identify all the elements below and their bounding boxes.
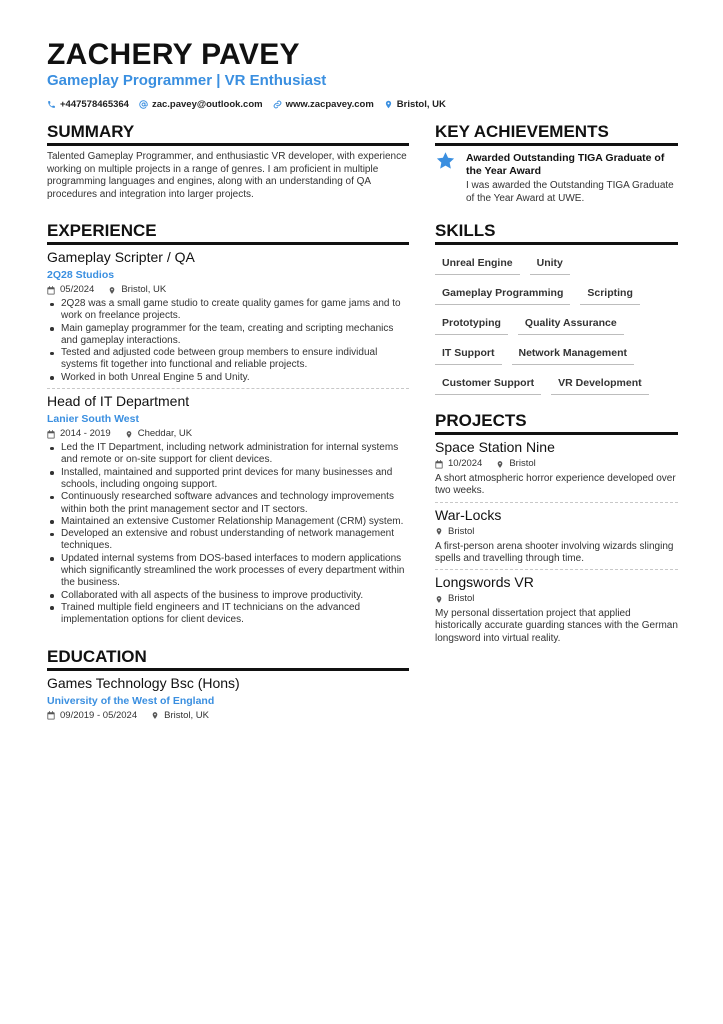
- map-pin-icon: [435, 595, 443, 604]
- skill-tag: VR Development: [551, 373, 648, 395]
- job-entry: [47, 248, 409, 389]
- project-desc: A short atmospheric horror experience developed over two weeks.: [435, 473, 676, 497]
- job-bullets: [47, 442, 409, 626]
- education-meta: [47, 710, 409, 722]
- bullet-item: Maintained an extensive Customer Relationship Management (CRM) system.: [47, 516, 409, 528]
- at-sign-icon: [139, 100, 148, 109]
- job-entry: [47, 392, 409, 626]
- contact-location: [384, 99, 446, 110]
- experience-section: [47, 221, 409, 627]
- skill-tag: IT Support: [435, 343, 502, 365]
- calendar-icon: [47, 711, 55, 720]
- achievements-heading: KEY ACHIEVEMENTS: [435, 122, 678, 146]
- project-item: [435, 438, 678, 503]
- summary-text: Talented Gameplay Programmer, and enthusiastic VR developer, with experience working on multiple projects in a range of genres. I am proficient in multiple programming languages and engines, along with an understanding of QA procedures and integration into larger projects.: [47, 151, 407, 200]
- job-dates-text: 2014 - 2019: [60, 428, 111, 440]
- experience-heading: EXPERIENCE: [47, 221, 409, 245]
- project-item: [435, 573, 678, 645]
- achievement-desc: I was awarded the Outstanding TIGA Graduate of the Year Award at UWE.: [466, 180, 674, 204]
- job-location: [108, 284, 166, 296]
- project-location: [435, 593, 474, 605]
- contact-email[interactable]: [139, 99, 263, 110]
- skill-tag: Unreal Engine: [435, 253, 520, 275]
- education-section: [47, 647, 409, 722]
- job-location: [125, 428, 192, 440]
- degree-title: Games Technology Bsc (Hons): [47, 674, 240, 691]
- education-dates-text: 09/2019 - 05/2024: [60, 709, 138, 721]
- bullet-item: Continuously researched software advances and technology improvements within both the print management sector and IT sectors.: [47, 491, 409, 516]
- project-desc: A first-person arena shooter involving wizards slinging spells and travelling through time.: [435, 540, 674, 564]
- achievement-body: [466, 152, 678, 205]
- bullet-item: Led the IT Department, including network administration for internal systems and remote or on-site support for client devices.: [47, 442, 409, 467]
- project-location-text: Bristol: [448, 525, 475, 537]
- project-name: War-Locks: [435, 506, 502, 523]
- contact-phone[interactable]: [47, 99, 129, 110]
- map-pin-icon: [496, 460, 504, 469]
- project-location-text: Bristol: [448, 593, 475, 605]
- skill-tag: Quality Assurance: [518, 313, 624, 335]
- projects-section: [435, 411, 678, 645]
- job-role: Head of IT Department: [47, 393, 190, 410]
- map-pin-icon: [108, 286, 116, 295]
- map-pin-icon: [384, 100, 393, 109]
- job-dates-text: 05/2024: [60, 284, 95, 295]
- calendar-icon: [47, 286, 55, 295]
- job-bullets: [47, 298, 409, 384]
- project-desc: My personal dissertation project that applied historically accurate guarding stances with the German longsword into virtual reality.: [435, 608, 678, 644]
- divider: [435, 569, 678, 570]
- job-dates: [47, 284, 94, 296]
- school-name: University of the West of England: [47, 694, 215, 707]
- summary-heading: SUMMARY: [47, 122, 409, 146]
- achievement-title: Awarded Outstanding TIGA Graduate of the Year Award: [466, 152, 665, 177]
- achievement-item: [435, 152, 678, 205]
- education-location-text: Bristol, UK: [164, 709, 209, 721]
- star-icon: [435, 151, 456, 171]
- bullet-item: Tested and adjusted code between group members to ensure individual systems fit together into functional and reliable projects.: [47, 347, 409, 372]
- candidate-name: ZACHERY PAVEY: [47, 38, 300, 71]
- link-icon: [273, 100, 282, 109]
- job-role: Gameplay Scripter / QA: [47, 249, 195, 265]
- contact-bar: [47, 99, 446, 110]
- job-company: Lanier South West: [47, 413, 139, 426]
- map-pin-icon: [125, 430, 133, 439]
- contact-website[interactable]: [273, 99, 374, 110]
- project-name: Space Station Nine: [435, 439, 555, 455]
- project-location-text: Bristol: [509, 458, 536, 469]
- bullet-item: Updated internal systems from DOS-based interfaces to modern applications which significantly streamlined the work processes of every department within the business.: [47, 553, 409, 590]
- education-heading: EDUCATION: [47, 647, 409, 671]
- project-date: [435, 458, 482, 470]
- bullet-item: Developed an extensive and robust understanding of network management techniques.: [47, 528, 409, 553]
- divider: [435, 502, 678, 503]
- education-dates: [47, 710, 137, 722]
- project-location: [496, 458, 535, 470]
- phone-text: +447578465364: [60, 99, 129, 110]
- summary-section: [47, 122, 409, 201]
- email-text: zac.pavey@outlook.com: [151, 99, 263, 110]
- calendar-icon: [47, 430, 55, 439]
- phone-icon: [47, 100, 56, 109]
- achievements-section: [435, 122, 678, 205]
- job-location-text: Cheddar, UK: [137, 428, 193, 440]
- job-location-text: Bristol, UK: [121, 284, 167, 295]
- bullet-item: 2Q28 was a small game studio to create quality games for game jams and to work on freelance projects.: [47, 298, 409, 323]
- skill-tag: Unity: [530, 253, 570, 275]
- bullet-item: Collaborated with all aspects of the business to improve productivity.: [47, 590, 409, 602]
- project-name: Longswords VR: [435, 574, 534, 591]
- job-meta: [47, 428, 409, 440]
- map-pin-icon: [151, 711, 159, 720]
- bullet-item: Installed, maintained and supported print devices for many businesses and schools, including ongoing support.: [47, 467, 409, 492]
- skills-section: [435, 221, 678, 395]
- skill-tag: Scripting: [580, 283, 640, 305]
- skill-tag: Customer Support: [435, 373, 541, 395]
- map-pin-icon: [435, 527, 443, 536]
- project-meta: [435, 526, 678, 538]
- candidate-headline: Gameplay Programmer | VR Enthusiast: [47, 72, 327, 89]
- bullet-item: Worked in both Unreal Engine 5 and Unity.: [47, 372, 409, 384]
- skills-list: [435, 253, 678, 395]
- job-company: 2Q28 Studios: [47, 269, 115, 281]
- skill-tag: Prototyping: [435, 313, 508, 335]
- location-text: Bristol, UK: [396, 99, 446, 110]
- project-location: [435, 526, 474, 538]
- right-column: [435, 122, 678, 645]
- projects-heading: PROJECTS: [435, 411, 678, 435]
- skills-heading: SKILLS: [435, 221, 678, 245]
- skill-tag: Gameplay Programming: [435, 283, 570, 305]
- left-column: [47, 122, 409, 722]
- job-meta: [47, 284, 409, 296]
- website-text: www.zacpavey.com: [285, 99, 374, 110]
- divider: [47, 388, 409, 389]
- bullet-item: Trained multiple field engineers and IT technicians on the advanced implementation options for client devices.: [47, 602, 409, 627]
- project-meta: [435, 593, 678, 605]
- skill-tag: Network Management: [512, 343, 635, 365]
- project-item: [435, 506, 678, 571]
- calendar-icon: [435, 460, 443, 469]
- project-date-text: 10/2024: [448, 458, 483, 469]
- education-location: [151, 710, 209, 722]
- project-meta: [435, 458, 678, 470]
- job-dates: [47, 428, 111, 440]
- bullet-item: Main gameplay programmer for the team, creating and scripting mechanics and gameplay interactions.: [47, 323, 409, 348]
